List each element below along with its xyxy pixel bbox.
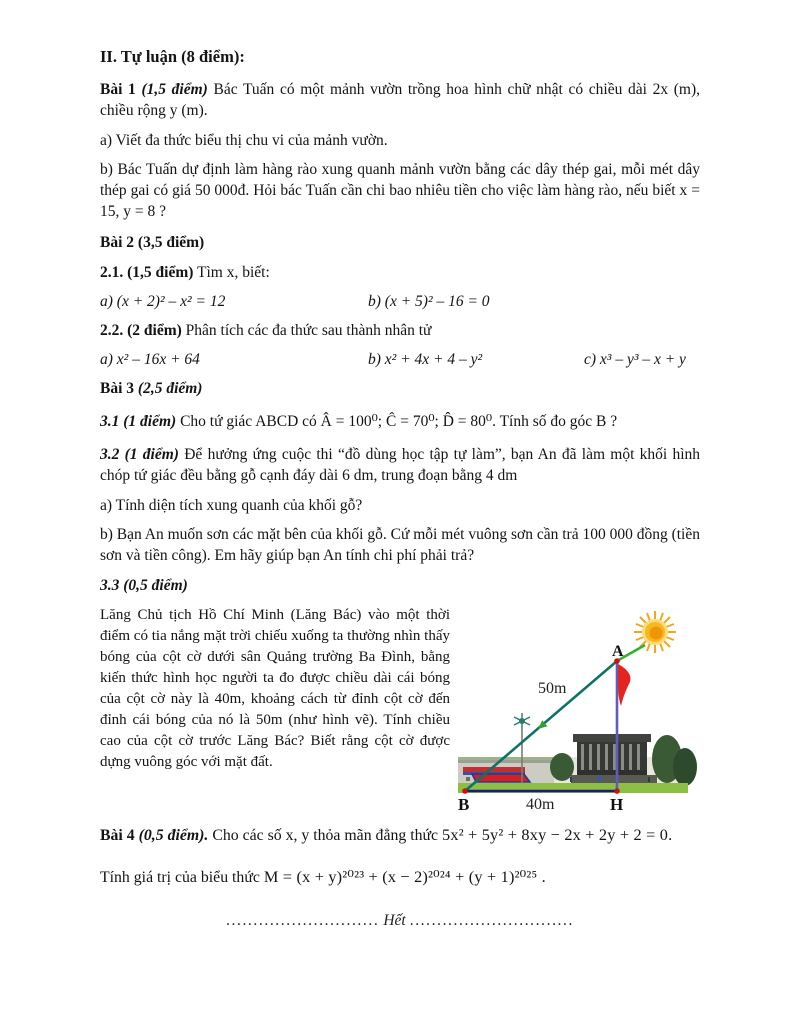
bai4-equation2: M = (x + y)²⁰²³ + (x − 2)²⁰²⁴ + (y + 1)²⁰²⁵ . bbox=[263, 867, 546, 886]
bai2-s21-label: 2.1. (1,5 điểm) bbox=[100, 264, 194, 281]
bai4-text1: Cho các số x, y thỏa mãn đẳng thức bbox=[212, 827, 439, 844]
bai1-points: (1,5 điểm) bbox=[141, 81, 208, 98]
figure-label-a: A bbox=[612, 643, 624, 660]
bai3-s31-line bbox=[100, 411, 700, 432]
section-heading: II. Tự luận (8 điểm): bbox=[100, 47, 245, 66]
bai3-s32-paragraph bbox=[100, 444, 700, 486]
bai1-item-b: b) Bác Tuấn dự định làm hàng rào xung quanh mảnh vườn bằng các dây thép gai, mỗi mét dây thép gai có giá 50 000đ. Hỏi bác Tuấn cần chi bao nhiêu tiền cho việc làm hàng rào, nếu biết x = 15, y = 8 ? bbox=[100, 161, 700, 220]
bai1-intro-text: Bác Tuấn có một mảnh vườn trồng hoa hình chữ nhật có chiều dài 2x (m), chiều rộng y (m). bbox=[100, 81, 701, 119]
equation-22a: a) x² – 16x + 64 bbox=[100, 351, 200, 368]
flagpole-shadow-figure bbox=[452, 607, 706, 817]
equation-21b: b) (x + 5)² – 16 = 0 bbox=[368, 293, 490, 310]
bai3-s33-paragraph: Lăng Chủ tịch Hồ Chí Minh (Lăng Bác) vào một thời điểm có tia nắng mặt trời chiếu xuống ta thường nhìn thấy bóng của cột cờ dưới sân Quảng trường Ba Đình, bằng kiến thức hình học người ta đo được chiều dài cái bóng của cột cờ này là 40m, khoảng cách từ đỉnh cột cờ đến đỉnh cái bóng của nó là 50m (như hình vẽ). Tính chiều cao của cột cờ trước Lăng Bác? Biết rằng cột cờ được dựng vuông góc với mặt đất. bbox=[100, 607, 450, 770]
figure-label-50m: 50m bbox=[538, 680, 567, 697]
bai2-label: Bài 2 bbox=[100, 234, 135, 251]
footer-dots-left: ............................ bbox=[226, 912, 380, 929]
bai3-points: (2,5 điểm) bbox=[137, 380, 203, 397]
bai4-label: Bài 4 bbox=[100, 827, 135, 844]
equation-22b: b) x² + 4x + 4 – y² bbox=[368, 351, 483, 368]
bai3-s31-text: Cho tứ giác ABCD có Â = 100⁰; Ĉ = 70⁰; D̂ = 80⁰. Tính số đo góc B ? bbox=[180, 413, 618, 430]
equation-21a: a) (x + 2)² – x² = 12 bbox=[100, 293, 226, 310]
bai3-s33-heading bbox=[100, 575, 700, 596]
flag-icon bbox=[618, 664, 631, 706]
end-of-exam-line bbox=[100, 910, 700, 931]
point-b-dot bbox=[462, 788, 468, 794]
bai3-s32-text: Để hưởng ứng cuộc thi “đồ dùng học tập tự làm”, bạn An đã làm một khối hình chóp tứ giác đều bằng gỗ cạnh đáy dài 6 dm, trung đoạn bằng 4 dm bbox=[100, 446, 700, 484]
bai1-item-a: a) Viết đa thức biểu thị chu vi của mảnh vườn. bbox=[100, 132, 388, 149]
bai1-intro-paragraph bbox=[100, 79, 700, 121]
bai3-s32-label: 3.2 (1 điểm) bbox=[100, 446, 179, 463]
bai4-text2: Tính giá trị của biểu thức bbox=[100, 869, 260, 886]
bai4-equation1: 5x² + 5y² + 8xy − 2x + 2y + 2 = 0. bbox=[442, 825, 673, 844]
bai2-s22-label: 2.2. (2 điểm) bbox=[100, 322, 182, 339]
point-h-dot bbox=[614, 788, 620, 794]
bai3-label: Bài 3 bbox=[100, 380, 135, 397]
bai3-s32-item-b: b) Bạn An muốn sơn các mặt bên của khối gỗ. Cứ mỗi mét vuông sơn cần trả 100 000 đồng (tiền sơn và tiền công). Em hãy giúp bạn An tính chi phí phải trả? bbox=[100, 526, 700, 564]
mausoleum-base bbox=[571, 775, 657, 783]
bai2-s22-line bbox=[100, 320, 700, 341]
bai4-line1 bbox=[100, 824, 700, 846]
figure-label-40m: 40m bbox=[526, 796, 555, 813]
footer-het: Hết bbox=[383, 912, 406, 929]
bai2-s21-equations bbox=[100, 291, 700, 312]
bai2-heading bbox=[100, 232, 700, 253]
bai1-label: Bài 1 bbox=[100, 81, 136, 98]
bai2-points: (3,5 điểm) bbox=[137, 234, 205, 251]
bai2-s21-line bbox=[100, 262, 700, 283]
bai4-points: (0,5 điểm). bbox=[138, 827, 209, 844]
bai2-s22-equations bbox=[100, 349, 700, 370]
mausoleum-photo bbox=[458, 713, 697, 793]
bai3-heading bbox=[100, 378, 700, 399]
equation-22c: c) x³ – y³ – x + y bbox=[584, 351, 686, 368]
bai3-s31-label: 3.1 (1 điểm) bbox=[100, 413, 177, 430]
bai2-s21-text: Tìm x, biết: bbox=[197, 264, 270, 281]
bai3-s33-label: 3.3 (0,5 điểm) bbox=[100, 577, 188, 594]
figure-label-h: H bbox=[610, 795, 624, 814]
figure-label-b: B bbox=[458, 795, 470, 814]
bai2-s22-text: Phân tích các đa thức sau thành nhân tử bbox=[185, 322, 432, 339]
bai4-line2 bbox=[100, 866, 700, 888]
bai3-s32-item-a: a) Tính diện tích xung quanh của khối gỗ? bbox=[100, 497, 363, 514]
bai3-s33-section bbox=[100, 605, 700, 817]
footer-dots-right: .............................. bbox=[409, 912, 574, 929]
